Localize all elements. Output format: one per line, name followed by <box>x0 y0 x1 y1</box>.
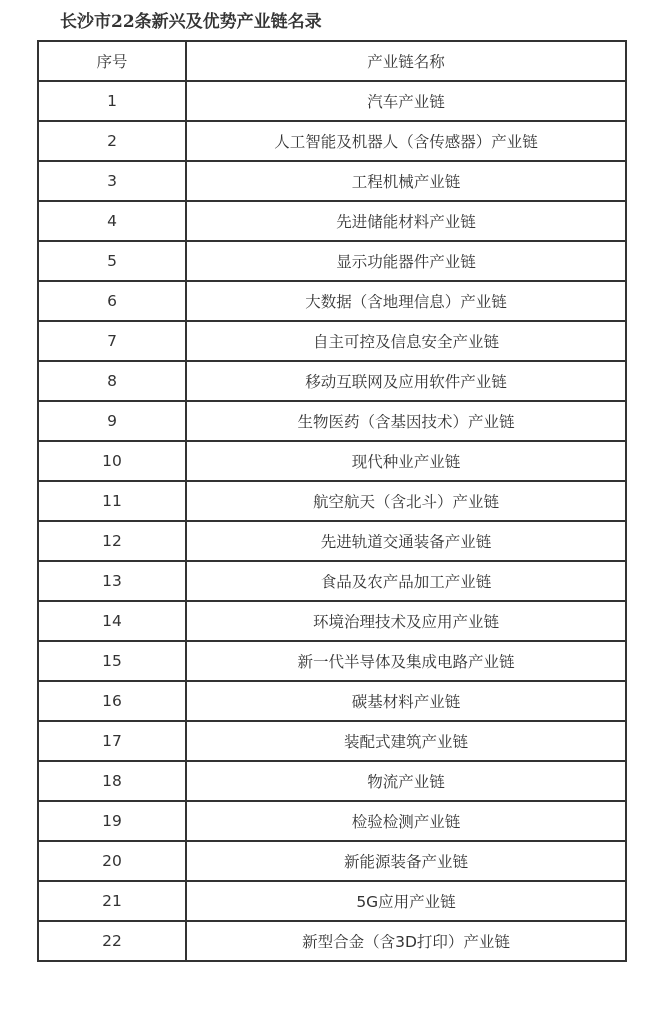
table-row <box>38 321 626 361</box>
table-row <box>38 761 626 801</box>
chain-name: 先进储能材料产业链 <box>336 213 476 231</box>
row-index-cell: 5 <box>38 241 186 281</box>
row-index-cell: 6 <box>38 281 186 321</box>
row-index-cell: 2 <box>38 121 186 161</box>
row-name-cell <box>186 721 626 761</box>
row-name-cell <box>186 641 626 681</box>
row-name-cell <box>186 401 626 441</box>
row-name-cell <box>186 161 626 201</box>
row-name-cell <box>186 321 626 361</box>
row-index-cell: 11 <box>38 481 186 521</box>
table-header-row <box>38 41 626 81</box>
chain-name: 汽车产业链 <box>367 93 445 111</box>
row-index-cell: 15 <box>38 641 186 681</box>
chain-name: 检验检测产业链 <box>351 813 461 831</box>
row-index-cell: 17 <box>38 721 186 761</box>
table-row <box>38 841 626 881</box>
chain-name: 生物医药（含基因技术）产业链 <box>297 413 515 431</box>
table-body <box>38 41 626 961</box>
row-name-cell <box>186 561 626 601</box>
row-name-cell <box>186 81 626 121</box>
row-index-cell: 14 <box>38 601 186 641</box>
table-row <box>38 161 626 201</box>
row-index-cell: 3 <box>38 161 186 201</box>
row-index-cell: 22 <box>38 921 186 961</box>
table-row <box>38 281 626 321</box>
chain-name: 移动互联网及应用软件产业链 <box>305 373 507 391</box>
row-index-cell: 8 <box>38 361 186 401</box>
row-index-cell: 18 <box>38 761 186 801</box>
chain-name: 5G应用产业链 <box>356 893 456 911</box>
row-index-cell: 20 <box>38 841 186 881</box>
row-index-cell: 16 <box>38 681 186 721</box>
chain-name: 新型合金（含3D打印）产业链 <box>302 933 510 951</box>
header-cell-name: 产业链名称 <box>186 41 626 81</box>
row-name-cell <box>186 681 626 721</box>
chain-name: 大数据（含地理信息）产业链 <box>305 293 507 311</box>
row-name-cell <box>186 521 626 561</box>
chain-name: 物流产业链 <box>367 773 445 791</box>
chain-name: 显示功能器件产业链 <box>336 253 476 271</box>
row-name-cell <box>186 281 626 321</box>
table-row <box>38 481 626 521</box>
chain-name: 现代种业产业链 <box>351 453 461 471</box>
row-index-cell: 13 <box>38 561 186 601</box>
chain-name: 新一代半导体及集成电路产业链 <box>297 653 515 671</box>
table-row <box>38 921 626 961</box>
table-row <box>38 81 626 121</box>
row-name-cell <box>186 921 626 961</box>
row-name-cell <box>186 201 626 241</box>
table-row <box>38 801 626 841</box>
table-row <box>38 121 626 161</box>
chain-name: 先进轨道交通装备产业链 <box>320 533 492 551</box>
chain-name: 工程机械产业链 <box>351 173 461 191</box>
chain-name: 新能源装备产业链 <box>343 853 468 871</box>
table-row <box>38 361 626 401</box>
row-name-cell <box>186 441 626 481</box>
chain-name: 航空航天（含北斗）产业链 <box>312 493 499 511</box>
row-index-cell: 4 <box>38 201 186 241</box>
chain-name: 人工智能及机器人（含传感器）产业链 <box>274 133 538 151</box>
table-row <box>38 601 626 641</box>
row-index-cell: 1 <box>38 81 186 121</box>
page-title: 长沙市22条新兴及优势产业链名录 <box>60 12 322 32</box>
table-row <box>38 721 626 761</box>
table-row <box>38 881 626 921</box>
chain-name: 食品及农产品加工产业链 <box>320 573 492 591</box>
row-index-cell: 21 <box>38 881 186 921</box>
table-row <box>38 401 626 441</box>
row-name-cell <box>186 841 626 881</box>
row-index-cell: 19 <box>38 801 186 841</box>
chain-name: 环境治理技术及应用产业链 <box>312 613 499 631</box>
table-row <box>38 521 626 561</box>
row-name-cell <box>186 241 626 281</box>
table-row <box>38 241 626 281</box>
row-index-cell: 7 <box>38 321 186 361</box>
row-name-cell <box>186 761 626 801</box>
row-name-cell <box>186 361 626 401</box>
industry-chain-table <box>37 40 627 962</box>
row-name-cell <box>186 121 626 161</box>
row-index-cell: 12 <box>38 521 186 561</box>
chain-name: 装配式建筑产业链 <box>343 733 468 751</box>
row-index-cell: 10 <box>38 441 186 481</box>
row-index-cell: 9 <box>38 401 186 441</box>
chain-name: 自主可控及信息安全产业链 <box>312 333 499 351</box>
table-row <box>38 441 626 481</box>
header-cell-index: 序号 <box>38 41 186 81</box>
row-name-cell <box>186 881 626 921</box>
row-name-cell <box>186 601 626 641</box>
table-row <box>38 641 626 681</box>
chain-name: 碳基材料产业链 <box>351 693 461 711</box>
row-name-cell <box>186 801 626 841</box>
table-row <box>38 201 626 241</box>
table-row <box>38 561 626 601</box>
table-row <box>38 681 626 721</box>
row-name-cell <box>186 481 626 521</box>
